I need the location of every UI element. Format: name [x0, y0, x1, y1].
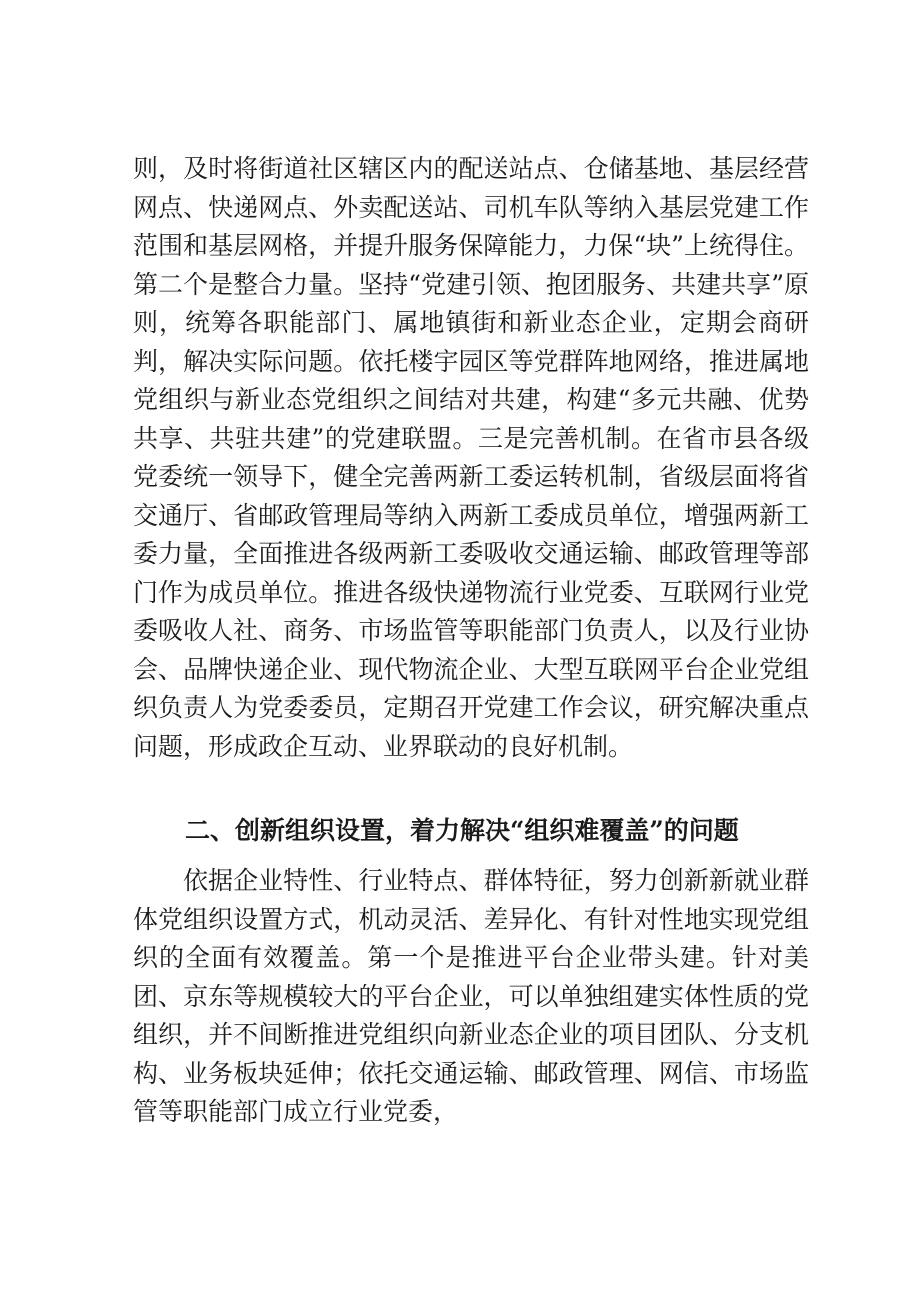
section-heading: 二、创新组织设置，着力解决“组织难覆盖”的问题 [185, 816, 739, 845]
paragraph-continuation: 则，及时将街道社区辖区内的配送站点、仓储基地、基层经营网点、快递网点、外卖配送站、司机车队等纳入基层党建工作范围和基层网格，并提升服务保障能力，力保“块”上统得住。第二个是整合力量。坚持“党建引领、抱团服务、共建共享”原则，统筹各职能部门、属地镇街和新业态企业，定期会商研判，解决实际问题。依托楼宇园区等党群阵地网络，推进属地党组织与新业态党组织之间结对共建，构建“多元共融、优势共享、共驻共建”的党建联盟。三是完善机制。在省市县各级党委统一领导下，健全完善两新工委运转机制，省级层面将省交通厅、省邮政管理局等纳入两新工委成员单位，增强两新工委力量，全面推进各级两新工委吸收交通运输、邮政管理等部门作为成员单位。推进各级快递物流行业党委、互联网行业党委吸收人社、商务、市场监管等职能部门负责人，以及行业协会、品牌快递企业、现代物流企业、大型互联网平台企业党组织负责人为党委委员，定期召开党建工作会议，研究解决重点问题，形成政企互动、业界联动的良好机制。 [133, 154, 809, 761]
section-paragraph: 依据企业特性、行业特点、群体特征，努力创新新就业群体党组织设置方式，机动灵活、差异化、有针对性地实现党组织的全面有效覆盖。第一个是推进平台企业带头建。针对美团、京东等规模较大的平台企业，可以单独组建实体性质的党组织，并不间断推进党组织向新业态企业的项目团队、分支机构、业务板块延伸；依托交通运输、邮政管理、网信、市场监管等职能部门成立行业党委， [133, 866, 809, 1126]
